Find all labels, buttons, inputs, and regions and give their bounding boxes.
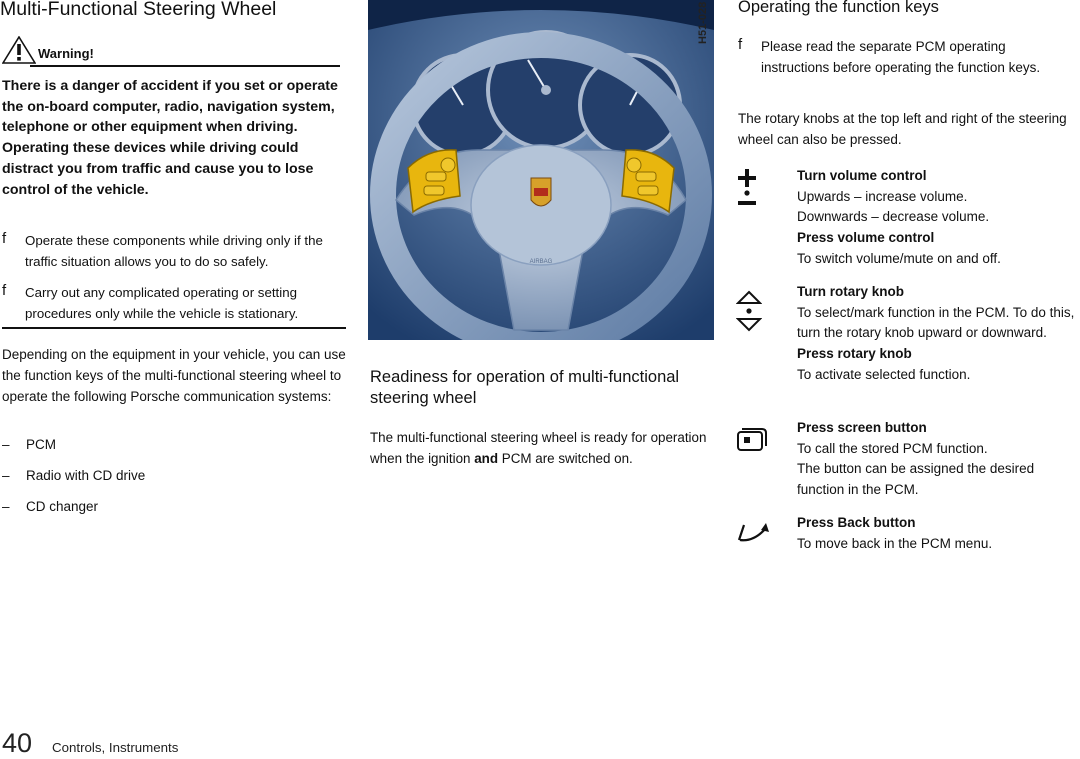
plus-minus-icon xyxy=(736,168,758,215)
dash: – xyxy=(2,499,10,514)
dash: – xyxy=(2,437,10,452)
item-title: Press screen button xyxy=(797,420,927,435)
list-item-label: CD changer xyxy=(26,499,99,514)
item-line: To switch volume/mute on and off. xyxy=(797,250,1001,266)
bullet-text: Carry out any complicated operating or setting procedures only while the vehicle is stationary. xyxy=(25,285,299,321)
readiness-text xyxy=(370,428,715,469)
dash: – xyxy=(2,468,10,483)
airbag-label: AIRBAG xyxy=(529,259,553,265)
back-button-item xyxy=(797,513,1080,554)
section-name: Controls, Instruments xyxy=(52,740,179,755)
list-item-label: Radio with CD drive xyxy=(26,468,146,483)
screen-button-icon xyxy=(736,426,768,457)
readiness-text-bold: and xyxy=(474,450,499,466)
item-line: Upwards – increase volume. xyxy=(797,188,968,204)
item-title: Turn rotary knob xyxy=(797,284,905,299)
readiness-text-b: PCM are switched on. xyxy=(498,450,633,466)
warning-label: Warning! xyxy=(38,46,94,61)
page-number: 40 xyxy=(2,728,33,758)
warning-end-rule xyxy=(2,327,346,329)
rotary-knob-item xyxy=(797,282,1080,386)
warning-text xyxy=(2,76,347,200)
bullet-text: Please read the separate PCM operating instructions before operating the function keys. xyxy=(761,39,1041,75)
item-line: Downwards – decrease volume. xyxy=(797,209,990,225)
steering-wheel-figure xyxy=(368,0,714,340)
back-arrow-icon xyxy=(736,520,770,549)
readiness-heading: Readiness for operation of multi-functional steering wheel xyxy=(370,368,680,407)
item-title: Turn volume control xyxy=(797,168,927,183)
bullet-item xyxy=(738,36,1068,100)
warning-header xyxy=(0,40,340,66)
rotary-arrows-icon xyxy=(736,290,762,337)
item-line: To call the stored PCM function. xyxy=(797,440,988,456)
rotary-intro: The rotary knobs at the top left and right of the steering wheel can also be pressed. xyxy=(738,111,1067,147)
warning-text-1: There is a danger of accident if you set or operate the on-board computer, radio, navigation system, telephone or other equipment when driving. xyxy=(2,78,338,136)
figure-reference: H51-028 xyxy=(697,1,709,44)
item-title-2: Press rotary knob xyxy=(797,346,912,362)
warning-text-2: Operating these devices while driving could distract you from traffic and cause you to lose control of the vehicle. xyxy=(2,140,314,198)
readiness-text-a: The multi-functional steering wheel is ready for operation when the ignition xyxy=(370,430,707,466)
item-line: To move back in the PCM menu. xyxy=(797,535,993,551)
page-title: Multi-Functional Steering Wheel xyxy=(0,0,277,20)
bullet-marker: f xyxy=(738,36,743,53)
item-title-2: Press volume control xyxy=(797,230,935,246)
steering-wheel-svg xyxy=(368,0,714,340)
list-item-label: PCM xyxy=(26,437,56,452)
screen-button-item xyxy=(797,418,1080,501)
bullet-marker: f xyxy=(2,282,7,299)
item-title: Press Back button xyxy=(797,515,916,530)
bullet-item xyxy=(2,230,346,274)
bullet-marker: f xyxy=(2,230,7,247)
volume-control-item xyxy=(797,166,1080,270)
warning-rule xyxy=(30,65,340,67)
function-keys-heading: Operating the function keys xyxy=(738,0,939,16)
bullet-text: Operate these components while driving only if the traffic situation allows you to do so safely. xyxy=(25,233,323,269)
item-line: To select/mark function in the PCM. To do this, turn the rotary knob upward or downward. xyxy=(797,304,1075,341)
item-line: To activate selected function. xyxy=(797,366,971,382)
item-line: The button can be assigned the desired function in the PCM. xyxy=(797,461,1035,498)
bullet-item xyxy=(2,282,346,326)
intro-text: Depending on the equipment in your vehicle, you can use the function keys of the multi-functional steering wheel to operate the following Porsche communication systems: xyxy=(2,347,346,404)
